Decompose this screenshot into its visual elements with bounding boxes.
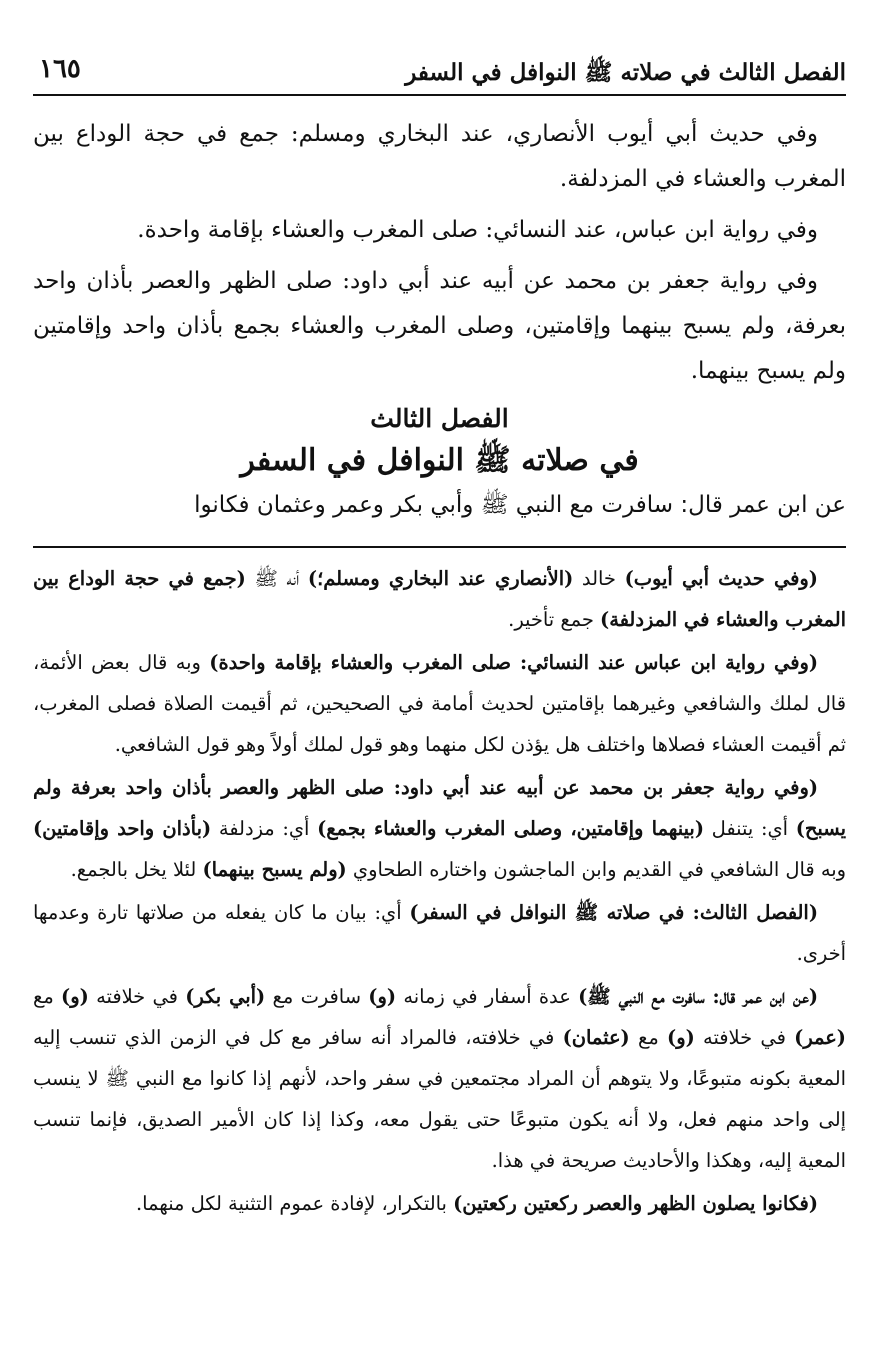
commentary-text: أي: يتنفل (704, 817, 796, 840)
page-number: ١٦٥ (39, 54, 81, 84)
commentary-section (33, 558, 846, 1226)
commentary-text: جمع تأخير. (508, 608, 601, 631)
quoted-text: (و) (61, 985, 89, 1008)
quoted-text: (جمع في حجة الوداع بين المغرب والعشاء في المزدلفة) (33, 567, 846, 631)
quoted-text: (ولم يسبح بينهما) (202, 858, 347, 881)
quoted-text: (الفصل الثالث: في صلاته ﷺ النوافل في السفر) (409, 901, 818, 924)
main-paragraph: وفي رواية جعفر بن محمد عن أبيه عند أبي داود: صلى الظهر والعصر بأذان واحد بعرفة، ولم يسبح بينهما وإقامتين، وصلى المغرب والعشاء بجمع بأذان واحد وإقامتين ولم يسبح بينهما. (33, 268, 846, 384)
commentary-text: وبه قال الشافعي في القديم وابن الماجشون واختاره الطحاوي (346, 858, 846, 881)
chapter-label: الفصل الثالث (370, 404, 509, 433)
quoted-text: (وفي حديث أبي أيوب) (624, 567, 818, 590)
commentary-paragraph (33, 642, 846, 765)
commentary-paragraph (33, 558, 846, 640)
quoted-text: (عن ابن عمر قال: سافرت مع النبي ﷺ) (578, 985, 819, 1008)
quoted-text: (فكانوا يصلون الظهر والعصر ركعتين ركعتين) (453, 1192, 818, 1215)
commentary-text: عدة أسفار في زمانه (396, 985, 579, 1008)
footnote-divider (33, 546, 846, 548)
quoted-text: (وفي رواية ابن عباس عند النسائي: صلى المغرب والعشاء بإقامة واحدة) (209, 651, 818, 674)
commentary-paragraph (33, 892, 846, 974)
commentary-text: بالتكرار، لإفادة عموم التثنية لكل منهما. (135, 1192, 454, 1215)
commentary-paragraph (33, 976, 846, 1181)
commentary-text: أنه ﷺ (245, 567, 308, 590)
quoted-text: (عمر) (794, 1026, 846, 1049)
commentary-text: سافرت مع (265, 985, 369, 1008)
quoted-text: (عثمان) (562, 1026, 630, 1049)
quoted-text: (الأنصاري عند البخاري ومسلم؛) (307, 567, 574, 590)
quoted-text: (بأذان واحد وإقامتين) (33, 817, 212, 840)
chapter-opening-line: عن ابن عمر قال: سافرت مع النبي ﷺ وأبي بكر وعمر وعثمان فكانوا (194, 492, 846, 518)
commentary-text: في خلافته، فالمراد أنه سافر مع كل في الزمن الذي تنسب إليه المعية بكونه متبوعًا، ولا يتوهم أن المراد مجتمعين في سفر واحد، لأنهم إذا كانوا مع النبي ﷺ لا ينسب إلى واحد منهم فعل، ولا أنه يكون متبوعًا حتى يقول معه، وكذا إذا كان الأمير الصديق، فإنما تنسب المعية إليه، وهكذا والأحاديث صريحة في هذا. (33, 1026, 846, 1172)
commentary-text: في خلافته (88, 985, 186, 1008)
main-paragraph: وفي رواية ابن عباس، عند النسائي: صلى المغرب والعشاء بإقامة واحدة. (137, 217, 818, 243)
commentary-text: أي: بيان ما كان يفعله من صلاتها تارة وعدمها أخرى. (33, 901, 846, 965)
quoted-text: (بينهما وإقامتين، وصلى المغرب والعشاء بجمع) (317, 817, 704, 840)
commentary-text: وبه قال بعض الأئمة، قال لملك والشافعي وغيرهما بإقامتين لحديث أمامة في الصحيحين، ثم أقيمت الصلاة فصلى المغرب، ثم أقيمت العشاء فصلاها واختلف هل يؤذن لكل منهما وهو قول لملك أولاً وهو قول الشافعي. (33, 651, 846, 756)
chapter-title: في صلاته ﷺ النوافل في السفر (240, 443, 639, 478)
commentary-text: مع (629, 1026, 668, 1049)
quoted-text: (و) (667, 1026, 695, 1049)
running-title: الفصل الثالث في صلاته ﷺ النوافل في السفر (405, 59, 846, 86)
quoted-text: (و) (368, 985, 397, 1008)
page-header (33, 52, 846, 96)
commentary-text: لئلا يخل بالجمع. (70, 858, 203, 881)
main-paragraph: وفي حديث أبي أيوب الأنصاري، عند البخاري ومسلم: جمع في حجة الوداع بين المغرب والعشاء في المزدلفة. (33, 121, 846, 192)
commentary-paragraph (33, 767, 846, 890)
quoted-text: (وفي رواية جعفر بن محمد عن أبيه عند أبي داود: صلى الظهر والعصر بأذان واحد بعرفة ولم يسبح) (33, 776, 846, 840)
quoted-text: (أبي بكر) (185, 985, 266, 1008)
commentary-text: أي: مزدلفة (211, 817, 318, 840)
commentary-paragraph (33, 1183, 846, 1224)
commentary-text: مع (33, 985, 62, 1008)
main-text (33, 112, 846, 532)
commentary-text: في خلافته (694, 1026, 795, 1049)
commentary-text: خالد (573, 567, 625, 590)
